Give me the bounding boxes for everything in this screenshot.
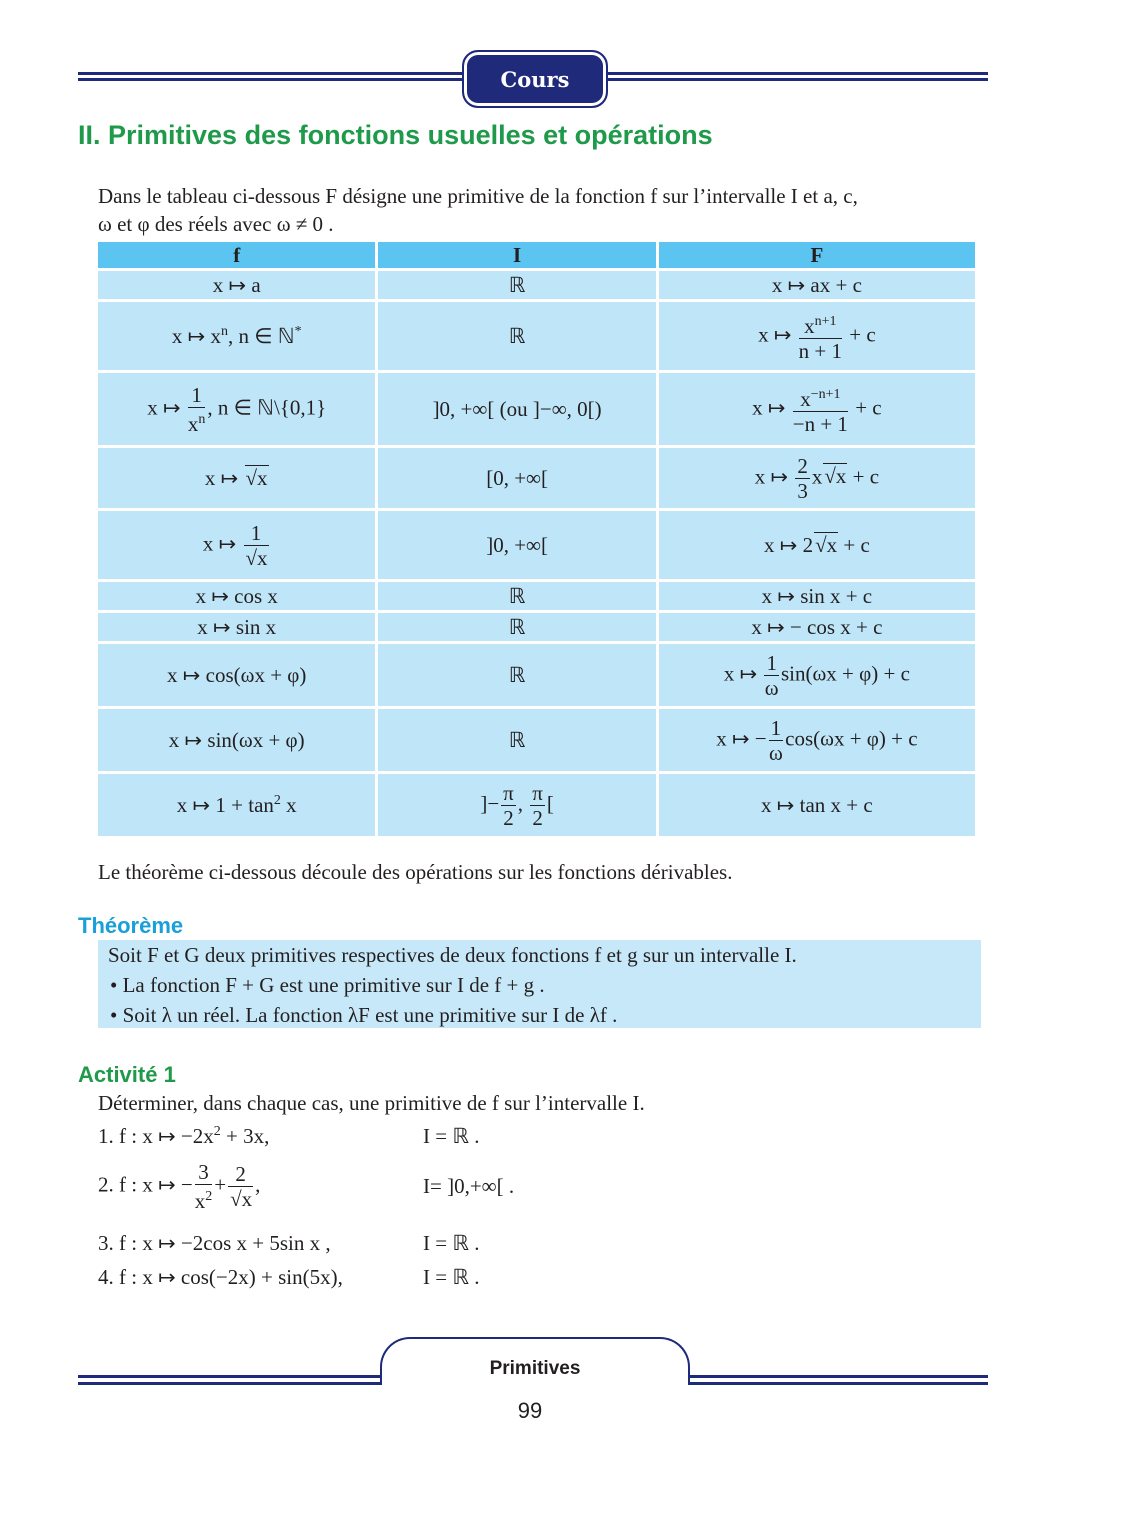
table-row <box>98 613 975 641</box>
cell-interval <box>378 709 655 771</box>
math-text: x ↦ − <box>716 725 767 750</box>
cell-primitive <box>659 448 975 508</box>
fraction-numerator <box>195 1160 213 1185</box>
math-text: ω <box>764 675 779 700</box>
fraction-denominator <box>228 1187 253 1211</box>
activity-item <box>98 1265 479 1290</box>
table-row <box>98 511 975 579</box>
cell-primitive <box>659 582 975 610</box>
cell-f <box>98 774 375 836</box>
activity-heading: Activité 1 <box>78 1062 176 1087</box>
math-text: x ↦ x <box>171 323 221 348</box>
math-text: 1 <box>766 650 777 675</box>
table-header-cell: f <box>98 242 375 268</box>
fraction-numerator <box>501 781 516 806</box>
activity-item <box>98 1124 479 1149</box>
activity-item <box>98 1160 514 1213</box>
fraction-denominator <box>244 546 269 570</box>
math-text: x ↦ 1 + tan <box>176 792 274 817</box>
cell-f <box>98 448 375 508</box>
activity-function <box>98 1231 423 1256</box>
math-text: , n ∈ ℕ <box>227 323 295 348</box>
primitives-table <box>95 239 978 839</box>
math-text: I = ℝ . <box>423 1124 480 1148</box>
math-fraction <box>530 781 545 830</box>
math-text: x <box>804 313 815 338</box>
fraction-numerator <box>795 454 810 479</box>
math-fraction <box>501 781 516 830</box>
cell-f <box>98 613 375 641</box>
math-text: ℝ <box>508 583 526 608</box>
header-rule <box>78 72 464 75</box>
math-text: 1 <box>770 715 782 740</box>
cell-interval <box>378 582 655 610</box>
math-text: , <box>255 1172 261 1197</box>
cell-interval <box>378 448 655 508</box>
math-sqrt: √ x <box>814 532 838 557</box>
math-fraction <box>188 383 206 436</box>
math-text: ]0, +∞[ <box>486 532 549 557</box>
table-row <box>98 271 975 299</box>
table-row <box>98 302 975 370</box>
math-text: 2 <box>503 805 514 830</box>
math-text: ℝ <box>508 662 526 687</box>
math-sqrt: √ x <box>245 545 269 570</box>
math-text: ℝ <box>508 727 526 752</box>
math-text: I= ]0,+∞[ . <box>423 1174 515 1198</box>
math-text: + c <box>849 394 882 419</box>
math-text: x <box>280 792 297 817</box>
math-text: + <box>214 1172 227 1197</box>
cell-interval <box>378 613 655 641</box>
table-row <box>98 582 975 610</box>
math-fraction <box>795 454 810 503</box>
math-text: [0, +∞[ <box>486 465 549 490</box>
activity-interval <box>423 1231 479 1256</box>
math-text: + c <box>838 532 870 557</box>
math-text: 2 <box>797 453 808 478</box>
fraction-denominator <box>530 806 545 830</box>
math-text: x <box>811 463 823 488</box>
math-text: x ↦ sin x + c <box>761 583 873 608</box>
math-text: , <box>517 790 529 815</box>
fraction-denominator <box>793 412 848 436</box>
theorem-line: • La fonction F + G est une primitive sur I de f + g . <box>110 973 545 997</box>
cell-interval <box>378 644 655 706</box>
math-superscript: 2 <box>205 1189 213 1204</box>
math-text: I = ℝ . <box>423 1265 480 1289</box>
table-row <box>98 709 975 771</box>
page-number: 99 <box>517 1398 543 1423</box>
theorem-intro: Le théorème ci-dessous découle des opérations sur les fonctions dérivables. <box>98 860 733 884</box>
math-text: x ↦ cos x <box>195 583 278 608</box>
cell-primitive <box>659 271 975 299</box>
table-row <box>98 448 975 508</box>
math-text: x ↦ <box>202 530 242 555</box>
math-text: n + 1 <box>798 338 843 363</box>
math-superscript: −n+1 <box>810 386 841 402</box>
math-text: 2 <box>235 1162 246 1186</box>
math-text: 3 <box>797 478 808 503</box>
table-row <box>98 644 975 706</box>
intro-text: Dans le tableau ci-dessous F désigne une primitive de la fonction f sur l’intervalle I et a, c, <box>98 184 858 208</box>
math-fraction <box>195 1160 213 1213</box>
math-text: π <box>532 780 543 805</box>
math-text: x ↦ <box>147 394 186 419</box>
math-text: π <box>503 780 514 805</box>
math-text: sin(ωx + φ) + c <box>780 660 910 685</box>
math-text: 4. f : x ↦ cos(−2x) + sin(5x), <box>98 1265 343 1289</box>
activity-function <box>98 1265 423 1290</box>
activity-interval <box>423 1124 479 1149</box>
fraction-numerator <box>764 651 779 676</box>
fraction-numerator <box>188 383 206 408</box>
math-sqrt: √ x <box>229 1186 253 1211</box>
math-text: ]− <box>480 790 500 815</box>
math-superscript: * <box>294 323 302 339</box>
fraction-denominator <box>799 339 842 363</box>
fraction-numerator <box>799 310 842 339</box>
cell-primitive <box>659 774 975 836</box>
cell-primitive <box>659 709 975 771</box>
fraction-numerator <box>793 383 848 412</box>
cell-f <box>98 373 375 445</box>
math-fraction <box>799 310 842 363</box>
math-superscript: n+1 <box>814 313 837 329</box>
math-fraction <box>244 521 269 570</box>
fraction-numerator <box>244 521 269 546</box>
activity-interval <box>423 1174 514 1199</box>
intro-text: ω et φ des réels avec ω ≠ 0 . <box>98 212 334 236</box>
math-text: x ↦ ax + c <box>771 272 862 297</box>
math-text: x ↦ <box>752 394 791 419</box>
math-text: I = ℝ . <box>423 1231 480 1255</box>
cell-f <box>98 644 375 706</box>
math-text: x <box>187 411 199 436</box>
math-text: + c <box>847 463 880 488</box>
math-text: x ↦ tan x + c <box>761 792 873 817</box>
math-text: 3 <box>198 1160 209 1184</box>
math-text: x ↦ sin(ωx + φ) <box>168 727 305 752</box>
math-text: ℝ <box>508 614 526 639</box>
cell-primitive <box>659 511 975 579</box>
cell-interval <box>378 271 655 299</box>
fraction-denominator <box>188 408 206 436</box>
math-text: −n + 1 <box>792 411 848 436</box>
math-text: ω <box>768 740 783 765</box>
activity-instruction: Déterminer, dans chaque cas, une primitive de f sur l’intervalle I. <box>98 1091 645 1115</box>
theorem-line: • Soit λ un réel. La fonction λF est une primitive sur I de λf . <box>110 1003 618 1027</box>
math-superscript: 2 <box>273 792 281 808</box>
math-fraction <box>228 1162 253 1211</box>
fraction-denominator <box>501 806 516 830</box>
activity-function <box>98 1124 423 1149</box>
fraction-denominator <box>764 676 779 700</box>
math-superscript: n <box>220 323 228 339</box>
fraction-denominator <box>769 741 784 765</box>
header-rule <box>78 78 464 81</box>
math-text: 1 <box>191 382 202 407</box>
math-sqrt: √ x <box>823 463 847 488</box>
table-row <box>98 774 975 836</box>
cell-primitive <box>659 644 975 706</box>
math-text: + 3x, <box>220 1124 270 1148</box>
math-text: 1. f : x ↦ −2x <box>98 1124 214 1148</box>
math-text: 1 <box>250 520 262 545</box>
page-title: II. Primitives des fonctions usuelles et opérations <box>78 120 713 150</box>
fraction-numerator <box>228 1162 253 1187</box>
math-text: x ↦ a <box>212 272 261 297</box>
math-fraction <box>764 651 779 700</box>
math-text: x ↦ <box>758 321 797 346</box>
math-text: cos(ωx + φ) + c <box>785 725 918 750</box>
table-header-cell: I <box>378 242 655 268</box>
cell-interval <box>378 511 655 579</box>
theorem-line: Soit F et G deux primitives respectives de deux fonctions f et g sur un intervalle I. <box>108 943 797 967</box>
cell-f <box>98 709 375 771</box>
math-text: x ↦ cos(ωx + φ) <box>167 662 307 687</box>
math-text: ℝ <box>508 323 526 348</box>
math-text: x ↦ − cos x + c <box>751 614 883 639</box>
math-text: 2. f : x ↦ − <box>98 1172 193 1197</box>
fraction-denominator <box>795 479 810 503</box>
math-text: x <box>800 386 811 411</box>
math-text: + c <box>844 321 876 346</box>
section-badge: Cours <box>462 50 608 108</box>
math-superscript: n <box>198 411 206 427</box>
header-rule <box>604 72 988 75</box>
theorem-heading: Théorème <box>78 913 184 938</box>
fraction-numerator <box>769 716 784 741</box>
cell-primitive <box>659 302 975 370</box>
theorem-box <box>98 940 981 1028</box>
footer-chapter-label: Primitives <box>380 1337 690 1385</box>
math-text: x ↦ <box>723 660 763 685</box>
header-rule <box>604 78 988 81</box>
math-text: ℝ <box>508 272 526 297</box>
cell-interval <box>378 774 655 836</box>
cell-primitive <box>659 373 975 445</box>
activity-function <box>98 1160 423 1213</box>
cell-interval <box>378 302 655 370</box>
math-text: [ <box>546 790 554 815</box>
math-text: x ↦ <box>204 465 244 490</box>
math-text: , n ∈ ℕ\{0,1} <box>207 394 327 419</box>
activity-interval <box>423 1265 479 1290</box>
math-superscript: 2 <box>213 1124 221 1139</box>
table-header-cell: F <box>659 242 975 268</box>
math-text: x ↦ 2 <box>763 532 814 557</box>
math-fraction <box>793 383 848 436</box>
cell-primitive <box>659 613 975 641</box>
table-row <box>98 373 975 445</box>
math-text: x ↦ <box>754 463 794 488</box>
fraction-denominator <box>195 1185 213 1213</box>
math-fraction <box>769 716 784 765</box>
fraction-numerator <box>530 781 545 806</box>
math-text: ]0, +∞[ (ou ]−∞, 0[) <box>432 396 602 421</box>
math-text: 3. f : x ↦ −2cos x + 5sin x , <box>98 1231 331 1255</box>
cell-f <box>98 271 375 299</box>
cell-f <box>98 511 375 579</box>
math-text: x <box>194 1189 206 1213</box>
math-text: x ↦ sin x <box>197 614 277 639</box>
activity-item <box>98 1231 479 1256</box>
cell-f <box>98 582 375 610</box>
cell-f <box>98 302 375 370</box>
math-sqrt: √ x <box>245 465 269 490</box>
cell-interval <box>378 373 655 445</box>
math-text: 2 <box>532 805 543 830</box>
